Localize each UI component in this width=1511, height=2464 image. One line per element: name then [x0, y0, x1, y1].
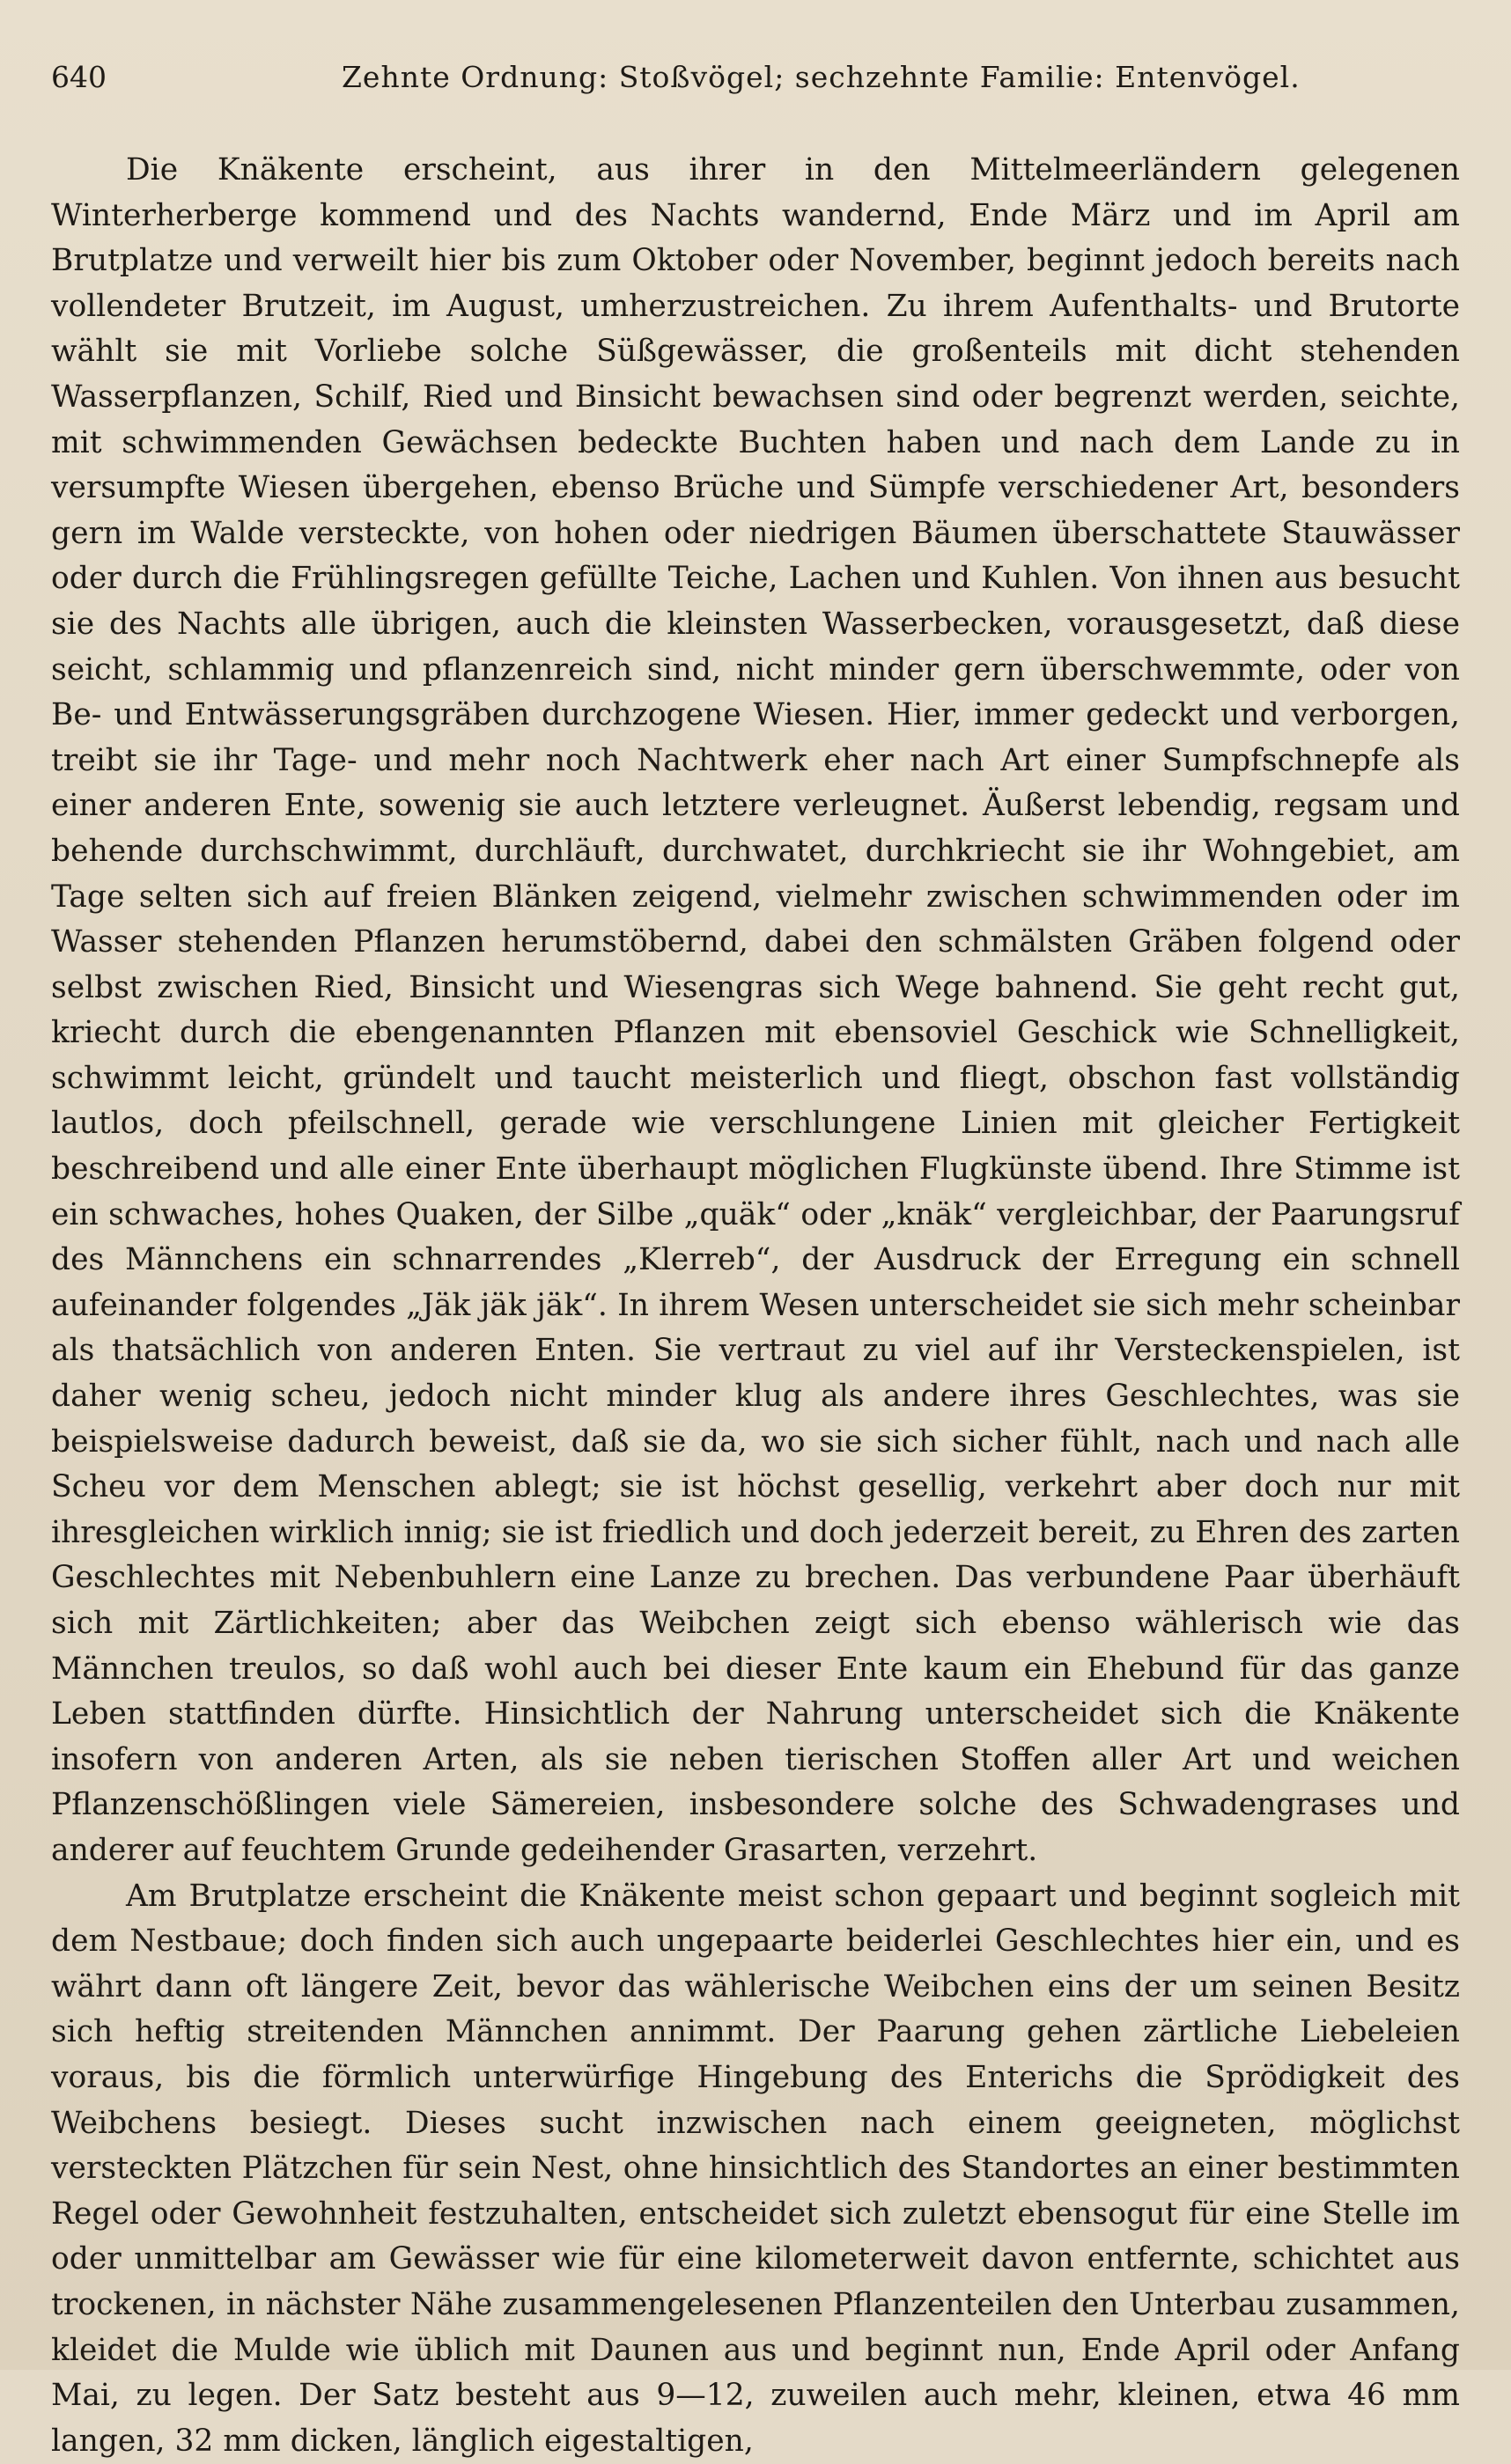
- running-head: [51, 51, 1460, 104]
- paragraph: Die Knäkente erscheint, aus ihrer in den Mittelmeerländern gelegenen Winterherberge kommend und des Nachts wandernd, Ende März und im April am Brutplatze und verweilt hier bis zum Oktober oder November, beginnt jedoch bereits nach vollendeter Brutzeit, im August, umherzustreichen. Zu ihrem Aufenthalts- und Brutorte wählt sie mit Vorliebe solche Süßgewässer, die großenteils mit dicht stehenden Wasserpflanzen, Schilf, Ried und Binsicht bewachsen sind oder begrenzt werden, seichte, mit schwimmenden Gewächsen bedeckte Buchten haben und nach dem Lande zu in versumpfte Wiesen übergehen, ebenso Brüche und Sümpfe verschiedener Art, besonders gern im Walde versteckte, von hohen oder niedrigen Bäumen überschattete Stauwässer oder durch die Frühlingsregen gefüllte Teiche, Lachen und Kuhlen. Von ihnen aus besucht sie des Nachts alle übrigen, auch die kleinsten Wasserbecken, vorausgesetzt, daß diese seicht, schlammig und pflanzenreich sind, nicht minder gern überschwemmte, oder von Be- und Entwässerungsgräben durchzogene Wiesen. Hier, immer gedeckt und verborgen, treibt sie ihr Tage- und mehr noch Nachtwerk eher nach Art einer Sumpfschnepfe als einer anderen Ente, sowenig sie auch letztere verleugnet. Äußerst lebendig, regsam und behende durchschwimmt, durchläuft, durchwatet, durchkriecht sie ihr Wohngebiet, am Tage selten sich auf freien Blänken zeigend, vielmehr zwischen schwimmenden oder im Wasser stehenden Pflanzen herumstöbernd, dabei den schmälsten Gräben folgend oder selbst zwischen Ried, Binsicht und Wiesengras sich Wege bahnend. Sie geht recht gut, kriecht durch die ebengenannten Pflanzen mit ebensoviel Geschick wie Schnelligkeit, schwimmt leicht, gründelt und taucht meisterlich und fliegt, obschon fast vollständig lautlos, doch pfeilschnell, gerade wie verschlungene Linien mit gleicher Fertigkeit beschreibend und alle einer Ente überhaupt möglichen Flugkünste übend. Ihre Stimme ist ein schwaches, hohes Quaken, der Silbe „quäk“ oder „knäk“ vergleichbar, der Paarungsruf des Männchens ein schnarrendes „Klerreb“, der Ausdruck der Erregung ein schnell aufeinander folgendes „Jäk jäk jäk“. In ihrem Wesen unterscheidet sie sich mehr scheinbar als thatsächlich von anderen Enten. Sie vertraut zu viel auf ihr Versteckenspielen, ist daher wenig scheu, jedoch nicht minder klug als andere ihres Geschlechtes, was sie beispielsweise dadurch beweist, daß sie da, wo sie sich sicher fühlt, nach und nach alle Scheu vor dem Menschen ablegt; sie ist höchst gesellig, verkehrt aber doch nur mit ihresgleichen wirklich innig; sie ist friedlich und doch jederzeit bereit, zu Ehren des zarten Geschlechtes mit Nebenbuhlern eine Lanze zu brechen. Das verbundene Paar überhäuft sich mit Zärtlichkeiten; aber das Weibchen zeigt sich ebenso wählerisch wie das Männchen treulos, so daß wohl auch bei dieser Ente kaum ein Ehebund für das ganze Leben stattfinden dürfte. Hinsichtlich der Nahrung unterscheidet sich die Knäkente insofern von anderen Arten, als sie neben tierischen Stoffen aller Art und weichen Pflanzenschößlingen viele Sämereien, insbesondere solche des Schwadengrases und anderer auf feuchtem Grunde gedeihender Grasarten, verzehrt.: [51, 152, 1460, 1868]
- paragraph: Am Brutplatze erscheint die Knäkente meist schon gepaart und beginnt sogleich mit dem Nestbaue; doch finden sich auch ungepaarte beiderlei Geschlechtes hier ein, und es währt dann oft längere Zeit, bevor das wählerische Weibchen eins der um seinen Besitz sich heftig streitenden Männchen annimmt. Der Paarung gehen zärtliche Liebeleien voraus, bis die förmlich unterwürfige Hingebung des Enterichs die Sprödigkeit des Weibchens besiegt. Dieses sucht inzwischen nach einem geeigneten, möglichst versteckten Plätzchen für sein Nest, ohne hinsichtlich des Standortes an einer bestimmten Regel oder Gewohnheit festzuhalten, entscheidet sich zuletzt ebensogut für eine Stelle im oder unmittelbar am Gewässer wie für eine kilometerweit davon entfernte, schichtet aus trockenen, in nächster Nähe zusammengelesenen Pflanzenteilen den Unterbau zusammen, kleidet die Mulde wie üblich mit Daunen aus und beginnt nun, Ende April oder Anfang Mai, zu legen. Der Satz besteht aus 9—12, zuweilen auch mehr, kleinen, etwa 46 mm langen, 32 mm dicken, länglich eigestaltigen,: [51, 1878, 1460, 2459]
- page-number: 640: [51, 60, 107, 94]
- body-text: [51, 148, 1460, 2464]
- running-title: Zehnte Ordnung: Stoßvögel; sechzehnte Familie: Entenvögel.: [342, 60, 1301, 94]
